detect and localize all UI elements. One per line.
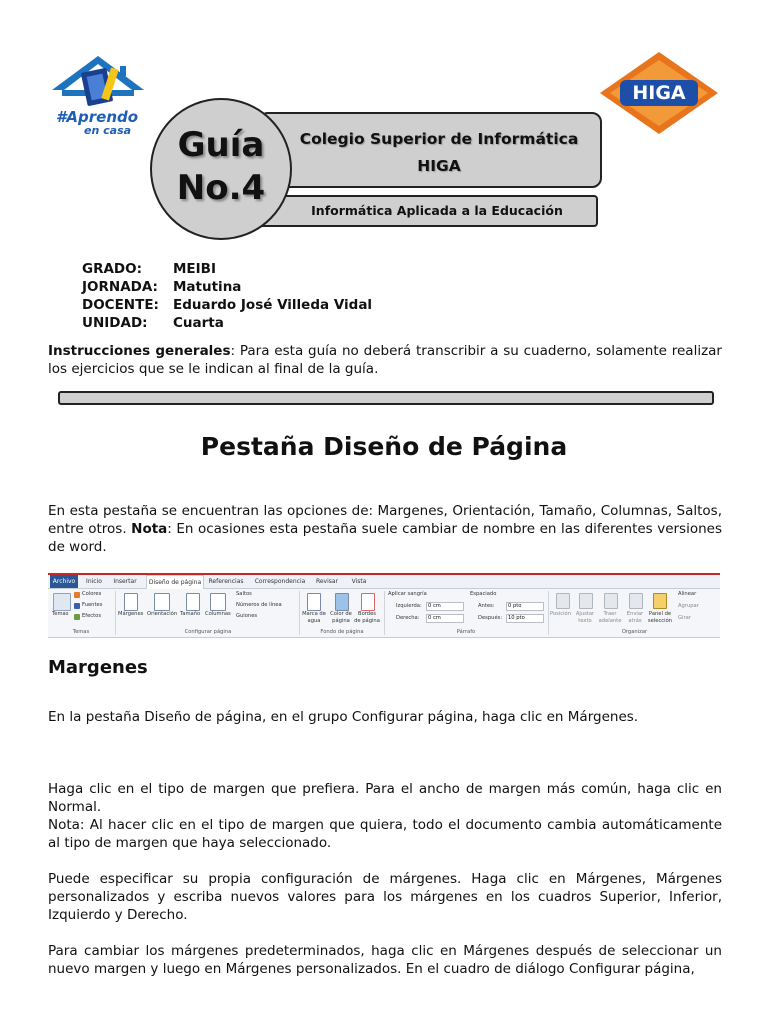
tamano-icon[interactable] xyxy=(186,593,200,611)
columnas-icon[interactable] xyxy=(210,593,226,611)
ribbon-group-parrafo: Párrafo xyxy=(456,629,476,635)
ribbon-group-configurar-pagina: Configurar página xyxy=(184,629,232,635)
panel-de-seleccion-button[interactable]: Panel de selección xyxy=(647,611,673,624)
ribbon-tab-correspondencia[interactable]: Correspondencia xyxy=(254,578,306,585)
aplicar-sangria-label: Aplicar sangría xyxy=(388,591,427,597)
docente-label: DOCENTE: xyxy=(82,297,159,313)
izquierda-input[interactable]: 0 cm xyxy=(426,602,464,611)
ribbon-tab-referencias[interactable]: Referencias xyxy=(208,578,244,585)
fuentes-button[interactable]: Fuentes xyxy=(82,602,103,608)
subject-title: Informática Aplicada a la Educación xyxy=(311,203,563,218)
guide-title-line1: Guía xyxy=(177,125,265,165)
agrupar-button[interactable]: Agrupar xyxy=(678,603,699,609)
columnas-button[interactable]: Columnas xyxy=(205,611,231,617)
docente-value: Eduardo José Villeda Vidal xyxy=(173,297,373,313)
colores-icon xyxy=(74,592,80,598)
intro-text-2: : En ocasiones esta pestaña suele cambiar de nombre en las diferentes versiones de word. xyxy=(48,521,722,555)
efectos-button[interactable]: Efectos xyxy=(82,613,102,619)
intro-text-1: En esta pestaña se encuentran las opciones de: Margenes, Orientación, Tamaño, Columnas, Saltos, entre otros. xyxy=(48,503,722,537)
aprendo-logo-text-2: en casa xyxy=(84,124,132,137)
ribbon-tab-diseno-de-pagina[interactable]: Diseño de página xyxy=(146,575,204,589)
color-de-pagina-icon[interactable] xyxy=(335,593,349,611)
antes-input[interactable]: 0 pto xyxy=(506,602,544,611)
margenes-paragraph-2: Haga clic en el tipo de margen que prefiera. Para el ancho de margen más común, haga clic en Normal. xyxy=(48,781,722,815)
marca-de-agua-icon[interactable] xyxy=(307,593,321,611)
guiones-button[interactable]: Guiones xyxy=(236,613,258,619)
main-title: Pestaña Diseño de Página xyxy=(200,432,568,461)
saltos-button[interactable]: Saltos xyxy=(236,591,252,597)
guide-title-line2: No.4 xyxy=(176,168,266,208)
school-acronym: HIGA xyxy=(417,157,461,175)
margenes-button[interactable]: Márgenes xyxy=(118,611,144,617)
temas-icon[interactable] xyxy=(53,593,71,611)
fuentes-icon xyxy=(74,603,80,609)
bordes-de-pagina-icon[interactable] xyxy=(361,593,375,611)
despues-input[interactable]: 10 pto xyxy=(506,614,544,623)
ribbon-tab-insertar[interactable]: Insertar xyxy=(113,578,137,585)
orientacion-button[interactable]: Orientación xyxy=(147,611,178,617)
margenes-paragraph-3: Nota: Al hacer clic en el tipo de margen que quiera, todo el documento cambia automáticamente al tipo de margen que haya seleccionado. xyxy=(48,817,722,851)
traer-adelante-icon[interactable] xyxy=(604,593,618,609)
higa-logo xyxy=(598,50,720,136)
aprendo-logo-text-1: #Aprendo xyxy=(56,108,139,126)
header-banner xyxy=(258,112,602,188)
aprendo-en-casa-logo xyxy=(48,52,148,140)
ribbon-tab-vista[interactable]: Vista xyxy=(351,578,367,585)
ajustar-texto-icon[interactable] xyxy=(579,593,593,609)
derecha-label: Derecha: xyxy=(396,615,420,621)
izquierda-label: Izquierda: xyxy=(396,603,422,609)
intro-paragraph xyxy=(48,502,722,556)
section-title-margenes: Margenes xyxy=(48,657,148,678)
tamano-button[interactable]: Tamaño xyxy=(180,611,201,617)
instructions-paragraph xyxy=(48,342,722,378)
despues-label: Después: xyxy=(478,615,503,621)
alinear-button[interactable]: Alinear xyxy=(678,591,697,597)
margenes-icon[interactable] xyxy=(124,593,138,611)
traer-adelante-button[interactable]: Traer adelante xyxy=(598,611,622,624)
posicion-button[interactable]: Posición xyxy=(550,611,572,617)
section-divider xyxy=(58,391,714,405)
efectos-icon xyxy=(74,614,80,620)
temas-button[interactable]: Temas xyxy=(52,611,69,617)
ribbon-tab-revisar[interactable]: Revisar xyxy=(315,578,339,585)
ribbon-tab-inicio[interactable]: Inicio xyxy=(86,578,102,585)
school-name: Colegio Superior de Informática xyxy=(299,130,579,148)
bordes-de-pagina-button[interactable]: Bordes de página xyxy=(354,611,380,624)
numeros-de-linea-button[interactable]: Números de línea xyxy=(236,602,282,608)
grado-label: GRADO: xyxy=(82,261,143,277)
ribbon-group-fondo-de-pagina: Fondo de página xyxy=(320,629,364,635)
antes-label: Antes: xyxy=(478,603,495,609)
colores-button[interactable]: Colores xyxy=(82,591,102,597)
margenes-paragraph-4: Puede especificar su propia configuración de márgenes. Haga clic en Márgenes, Márgenes personalizados y escriba nuevos valores para los márgenes en los cuadros Superior, Inferior, Izquierdo y Derecho. xyxy=(48,871,722,923)
posicion-icon[interactable] xyxy=(556,593,570,609)
unidad-label: UNIDAD: xyxy=(82,315,148,331)
jornada-label: JORNADA: xyxy=(82,279,158,295)
ribbon-tab-archivo[interactable]: Archivo xyxy=(50,575,78,588)
espaciado-label: Espaciado xyxy=(470,591,497,597)
ajustar-texto-button[interactable]: Ajustar texto xyxy=(575,611,595,624)
enviar-atras-icon[interactable] xyxy=(629,593,643,609)
ribbon-group-organizar: Organizar xyxy=(621,629,648,635)
margenes-paragraph-5: Para cambiar los márgenes predeterminados, haga clic en Márgenes después de seleccionar un nuevo margen y luego en Márgenes personalizados. En el cuadro de diálogo Configurar página, xyxy=(48,943,722,977)
unidad-value: Cuarta xyxy=(173,315,224,331)
girar-button[interactable]: Girar xyxy=(678,615,691,621)
jornada-value: Matutina xyxy=(173,279,242,295)
orientacion-icon[interactable] xyxy=(154,593,170,611)
marca-de-agua-button[interactable]: Marca de agua xyxy=(302,611,326,624)
ribbon-separator xyxy=(115,591,116,635)
higa-logo-text: HIGA xyxy=(632,82,686,104)
panel-de-seleccion-icon[interactable] xyxy=(653,593,667,609)
ribbon-group-temas: Temas xyxy=(72,629,90,635)
ribbon-tab-bar xyxy=(48,575,720,589)
instructions-label: Instrucciones generales xyxy=(48,343,231,359)
margenes-paragraph-1: En la pestaña Diseño de página, en el grupo Configurar página, haga clic en Márgenes. xyxy=(48,709,639,725)
color-de-pagina-button[interactable]: Color de página xyxy=(330,611,352,624)
instructions-text: : Para esta guía no deberá transcribir a su cuaderno, solamente realizar los ejercicios que se le indican al final de la guía. xyxy=(48,343,722,377)
intro-nota-label: Nota xyxy=(131,521,168,537)
enviar-atras-button[interactable]: Enviar atrás xyxy=(626,611,644,624)
grado-value: MEIBI xyxy=(173,261,216,277)
derecha-input[interactable]: 0 cm xyxy=(426,614,464,623)
word-ribbon-screenshot xyxy=(48,573,720,638)
